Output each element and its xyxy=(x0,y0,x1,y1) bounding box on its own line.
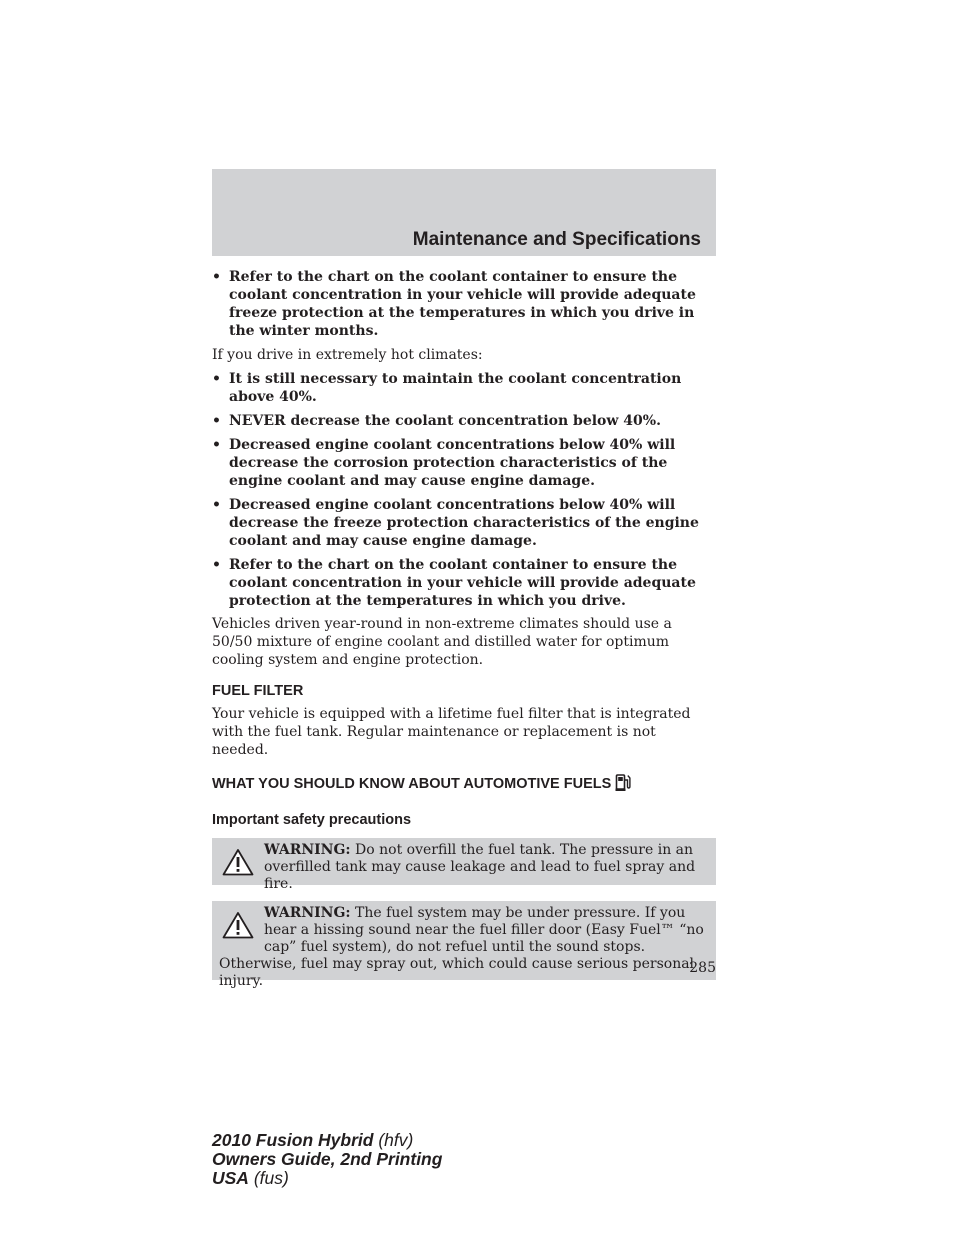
page-content xyxy=(212,268,716,989)
footer-line-3: USA (fus) xyxy=(212,1168,289,1188)
fuel-pump-icon xyxy=(615,772,631,797)
footer-line-2: Owners Guide, 2nd Printing xyxy=(212,1149,443,1169)
year-round-paragraph: Vehicles driven year-round in non-extreme climates should use a 50/50 mixture of engine coolant and distilled water for optimum cooling system and engine protection. xyxy=(212,616,672,668)
warning-box-pressure: WARNING: The fuel system may be under pressure. If you hear a hissing sound near the fuel filler door (Easy Fuel™ “no cap” fuel system), do not refuel until the sound stops. Otherwise, fuel may spray out, which could cause serious personal injury. xyxy=(212,901,716,980)
warning-box-overfill: WARNING: Do not overfill the fuel tank. The pressure in an overfilled tank may cause leakage and lead to fuel spray and fire. xyxy=(212,838,716,885)
list-item: • It is still necessary to maintain the coolant concentration above 40%. xyxy=(212,371,682,405)
warning-triangle-icon xyxy=(222,848,254,876)
list-item: • NEVER decrease the coolant concentration below 40%. xyxy=(212,413,661,429)
page-number: 285 xyxy=(689,960,716,976)
section-title: Maintenance and Specifications xyxy=(412,229,701,250)
automotive-fuels-heading: WHAT YOU SHOULD KNOW ABOUT AUTOMOTIVE FUELS xyxy=(212,772,716,797)
fuel-filter-heading: FUEL FILTER xyxy=(212,683,304,699)
cold-climate-bullet-list xyxy=(212,268,716,340)
footer-line-1: 2010 Fusion Hybrid (hfv) xyxy=(212,1130,414,1150)
hot-climate-bullet-list xyxy=(212,370,716,610)
list-item: • Refer to the chart on the coolant container to ensure the coolant concentration in your vehicle will provide adequate freeze protection at the temperatures in which you drive in the winter months. xyxy=(212,269,696,339)
safety-precautions-subheading: Important safety precautions xyxy=(212,812,412,828)
section-header-band xyxy=(212,169,716,256)
fuel-filter-paragraph: Your vehicle is equipped with a lifetime fuel filter that is integrated with the fuel tank. Regular maintenance or replacement is not needed. xyxy=(212,706,691,758)
list-item: • Decreased engine coolant concentrations below 40% will decrease the corrosion protection characteristics of the engine coolant and may cause engine damage. xyxy=(212,437,676,489)
warning-triangle-icon xyxy=(222,911,254,939)
list-item: • Refer to the chart on the coolant container to ensure the coolant concentration in your vehicle will provide adequate protection at the temperatures in which you drive. xyxy=(212,557,696,609)
list-item: • Decreased engine coolant concentrations below 40% will decrease the freeze protection characteristics of the engine coolant and may cause engine damage. xyxy=(212,497,699,549)
document-footer xyxy=(212,1131,442,1188)
hot-climate-intro: If you drive in extremely hot climates: xyxy=(212,347,483,363)
